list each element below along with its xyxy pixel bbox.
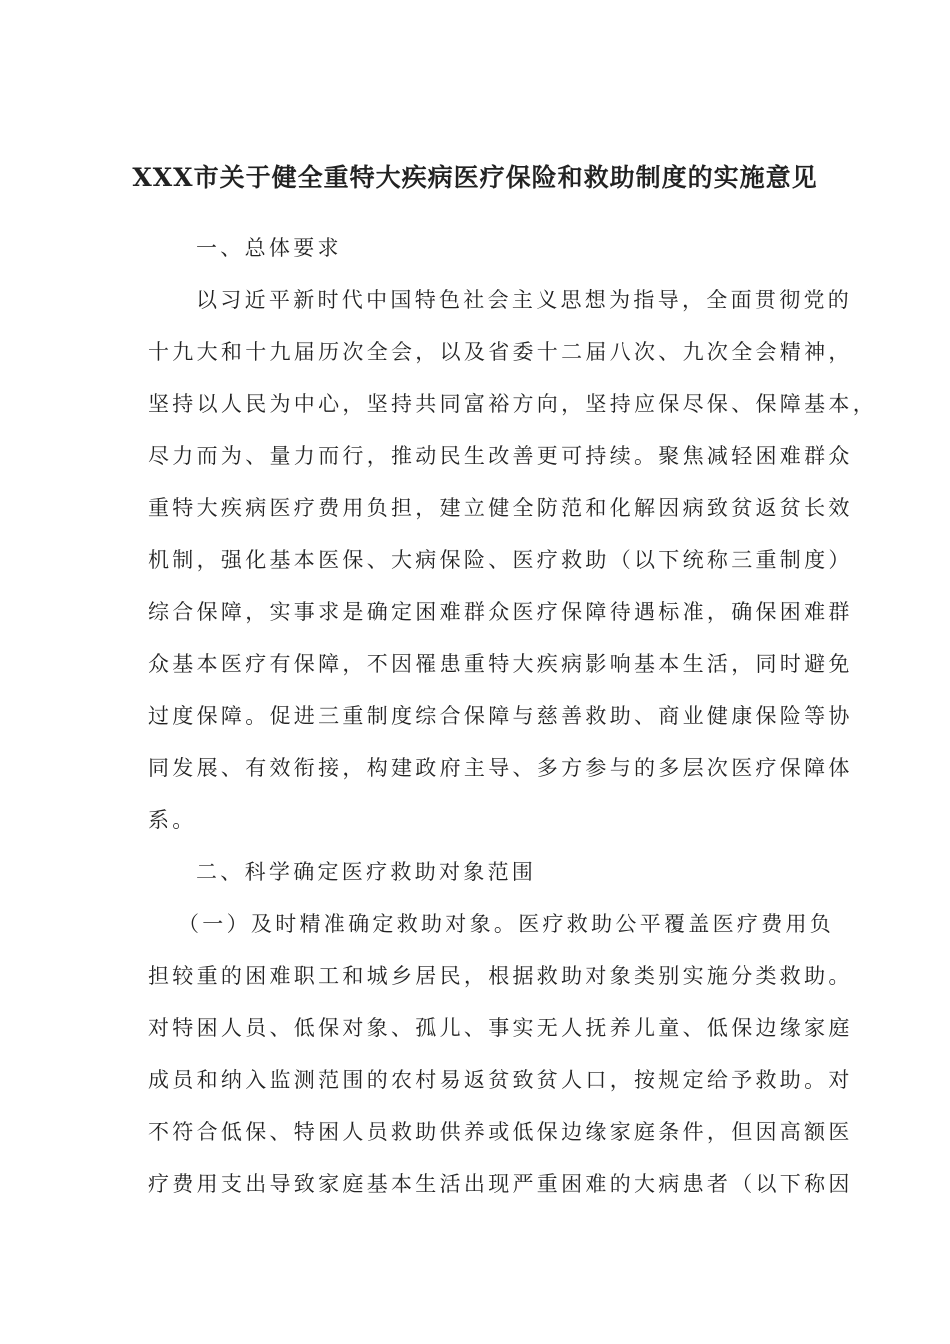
paragraph-line: 以习近平新时代中国特色社会主义思想为指导，全面贯彻党的 [196, 288, 853, 312]
paragraph-line: 同发展、有效衔接，构建政府主导、多方参与的多层次医疗保障体 [148, 756, 853, 780]
paragraph-line: 成员和纳入监测范围的农村易返贫致贫人口，按规定给予救助。对 [148, 1068, 853, 1092]
paragraph-line: 十九大和十九届历次全会，以及省委十二届八次、九次全会精神， [148, 340, 853, 364]
paragraph-line: 坚持以人民为中心，坚持共同富裕方向，坚持应保尽保、保障基本， [148, 392, 877, 416]
section-heading-medical-assistance-scope: 二、科学确定医疗救助对象范围 [196, 860, 537, 884]
paragraph-line: 疗费用支出导致家庭基本生活出现严重困难的大病患者（以下称因 [148, 1172, 853, 1196]
paragraph-line: 系。 [148, 808, 197, 832]
paragraph-line: 过度保障。促进三重制度综合保障与慈善救助、商业健康保险等协 [148, 704, 853, 728]
paragraph-line: 综合保障，实事求是确定困难群众医疗保障待遇标准，确保困难群 [148, 600, 853, 624]
paragraph-line: （一）及时精准确定救助对象。医疗救助公平覆盖医疗费用负 [178, 912, 835, 936]
paragraph-line: 众基本医疗有保障，不因罹患重特大疾病影响基本生活，同时避免 [148, 652, 853, 676]
paragraph-line: 对特困人员、低保对象、孤儿、事实无人抚养儿童、低保边缘家庭 [148, 1016, 853, 1040]
paragraph-line: 不符合低保、特困人员救助供养或低保边缘家庭条件，但因高额医 [148, 1120, 853, 1144]
paragraph-line: 担较重的困难职工和城乡居民，根据救助对象类别实施分类救助。 [148, 964, 853, 988]
paragraph-line: 机制，强化基本医保、大病保险、医疗救助（以下统称三重制度） [148, 548, 853, 572]
document-title: XXX市关于健全重特大疾病医疗保险和救助制度的实施意见 [132, 163, 818, 192]
section-heading-overall-requirements: 一、总体要求 [196, 236, 342, 260]
paragraph-line: 重特大疾病医疗费用负担，建立健全防范和化解因病致贫返贫长效 [148, 496, 853, 520]
paragraph-line: 尽力而为、量力而行，推动民生改善更可持续。聚焦减轻困难群众 [148, 444, 853, 468]
